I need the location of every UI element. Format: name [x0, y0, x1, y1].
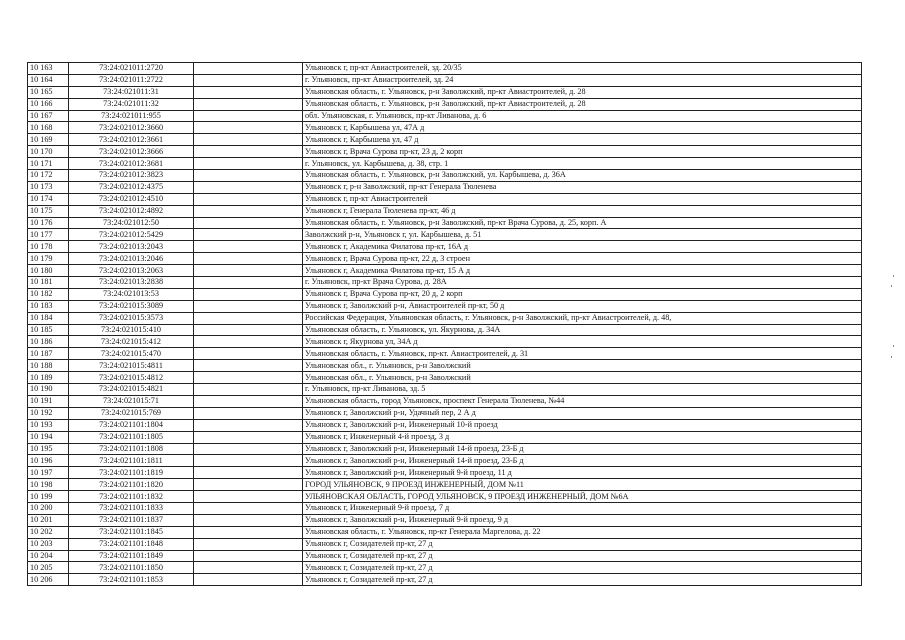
empty-cell: [194, 384, 303, 396]
table-row: [28, 74, 862, 86]
address-cell: Ульяновск г, Заволжский р-н, Инженерный 9-й проезд, 9 д: [303, 514, 862, 526]
table-row: [28, 502, 862, 514]
cadastral-number: 73:24:021012:50: [69, 217, 194, 229]
empty-cell: [194, 502, 303, 514]
empty-cell: [194, 122, 303, 134]
empty-cell: [194, 574, 303, 586]
address-cell: Российская Федерация, Ульяновская область, г. Ульяновск, р-н Заволжский, пр-кт Авиастроителей, д. 48,: [303, 312, 862, 324]
scan-mark: [893, 275, 894, 277]
empty-cell: [194, 217, 303, 229]
cadastral-number: 73:24:021012:3660: [69, 122, 194, 134]
address-cell: г. Ульяновск, ул. Карбышева, д. 38, стр. 1: [303, 158, 862, 170]
cadastral-number: 73:24:021101:1805: [69, 431, 194, 443]
address-cell: Ульяновск г, Инженерный 9-й проезд, 7 д: [303, 502, 862, 514]
cadastral-number: 73:24:021015:769: [69, 407, 194, 419]
cadastral-number: 73:24:021101:1819: [69, 467, 194, 479]
cadastral-number: 73:24:021011:2722: [69, 74, 194, 86]
empty-cell: [194, 312, 303, 324]
cadastral-table: [27, 62, 862, 586]
table-body: [28, 63, 862, 586]
empty-cell: [194, 562, 303, 574]
row-number: 10 184: [28, 312, 69, 324]
address-cell: Ульяновск г, Созидателей пр-кт, 27 д: [303, 538, 862, 550]
empty-cell: [194, 407, 303, 419]
address-cell: Ульяновская область, г. Ульяновск, ул. Якурнова, д. 34А: [303, 324, 862, 336]
cadastral-number: 73:24:021012:4375: [69, 181, 194, 193]
table-row: [28, 348, 862, 360]
cadastral-number: 73:24:021011:31: [69, 86, 194, 98]
row-number: 10 170: [28, 146, 69, 158]
address-cell: Ульяновская область, г. Ульяновск, пр-кт. Авиастроителей, д. 31: [303, 348, 862, 360]
cadastral-number: 73:24:021101:1837: [69, 514, 194, 526]
row-number: 10 190: [28, 384, 69, 396]
empty-cell: [194, 74, 303, 86]
row-number: 10 164: [28, 74, 69, 86]
table-row: [28, 110, 862, 122]
table-row: [28, 181, 862, 193]
empty-cell: [194, 455, 303, 467]
cadastral-number: 73:24:021011:955: [69, 110, 194, 122]
cadastral-number: 73:24:021101:1808: [69, 443, 194, 455]
empty-cell: [194, 253, 303, 265]
cadastral-number: 73:24:021012:3681: [69, 158, 194, 170]
row-number: 10 183: [28, 300, 69, 312]
table-row: [28, 277, 862, 289]
cadastral-number: 73:24:021101:1820: [69, 479, 194, 491]
cadastral-number: 73:24:021015:470: [69, 348, 194, 360]
cadastral-number: 73:24:021015:71: [69, 395, 194, 407]
cadastral-number: 73:24:021101:1849: [69, 550, 194, 562]
empty-cell: [194, 98, 303, 110]
address-cell: Ульяновск г, Заволжский р-н, Инженерный 14-й проезд, 23-Б д: [303, 455, 862, 467]
row-number: 10 195: [28, 443, 69, 455]
table-row: [28, 360, 862, 372]
table-row: [28, 431, 862, 443]
row-number: 10 197: [28, 467, 69, 479]
table-row: [28, 300, 862, 312]
address-cell: обл. Ульяновская, г. Ульяновск, пр-кт Ливанова, д. 6: [303, 110, 862, 122]
row-number: 10 186: [28, 336, 69, 348]
row-number: 10 173: [28, 181, 69, 193]
empty-cell: [194, 265, 303, 277]
table-row: [28, 170, 862, 182]
cadastral-number: 73:24:021013:2063: [69, 265, 194, 277]
row-number: 10 175: [28, 205, 69, 217]
empty-cell: [194, 110, 303, 122]
address-cell: Ульяновск г, Заволжский р-н, Инженерный 14-й проезд, 23-Б д: [303, 443, 862, 455]
cadastral-number: 73:24:021011:2720: [69, 63, 194, 75]
empty-cell: [194, 288, 303, 300]
empty-cell: [194, 491, 303, 503]
address-cell: Ульяновск г, Созидателей пр-кт, 27 д: [303, 550, 862, 562]
address-cell: Ульяновск г, Врача Сурова пр-кт, 20 д, 2 корп: [303, 288, 862, 300]
address-cell: Ульяновск г, Академика Филатова пр-кт, 15 А д: [303, 265, 862, 277]
empty-cell: [194, 170, 303, 182]
table-row: [28, 419, 862, 431]
cadastral-number: 73:24:021013:2043: [69, 241, 194, 253]
cadastral-number: 73:24:021013:2046: [69, 253, 194, 265]
cadastral-number: 73:24:021101:1853: [69, 574, 194, 586]
empty-cell: [194, 134, 303, 146]
empty-cell: [194, 193, 303, 205]
address-cell: Ульяновск г, Карбышева ул, 47 д: [303, 134, 862, 146]
row-number: 10 203: [28, 538, 69, 550]
row-number: 10 204: [28, 550, 69, 562]
table-row: [28, 395, 862, 407]
address-cell: Ульяновск г, Заволжский р-н, Удачный пер, 2 А д: [303, 407, 862, 419]
row-number: 10 189: [28, 372, 69, 384]
empty-cell: [194, 443, 303, 455]
table-row: [28, 134, 862, 146]
address-cell: Ульяновская область, г. Ульяновск, р-н Заволжский, пр-кт Авиастроителей, д. 28: [303, 98, 862, 110]
empty-cell: [194, 324, 303, 336]
cadastral-number: 73:24:021101:1850: [69, 562, 194, 574]
address-cell: Ульяновская область, г. Ульяновск, р-н Заволжский, пр-кт Авиастроителей, д. 28: [303, 86, 862, 98]
table-row: [28, 86, 862, 98]
empty-cell: [194, 431, 303, 443]
empty-cell: [194, 86, 303, 98]
cadastral-number: 73:24:021101:1832: [69, 491, 194, 503]
row-number: 10 188: [28, 360, 69, 372]
row-number: 10 172: [28, 170, 69, 182]
cadastral-number: 73:24:021012:5429: [69, 229, 194, 241]
scan-mark: [891, 285, 892, 287]
row-number: 10 163: [28, 63, 69, 75]
address-cell: Ульяновск г, Генерала Тюленева пр-кт, 46 д: [303, 205, 862, 217]
row-number: 10 191: [28, 395, 69, 407]
empty-cell: [194, 538, 303, 550]
row-number: 10 174: [28, 193, 69, 205]
cadastral-number: 73:24:021015:412: [69, 336, 194, 348]
table-row: [28, 98, 862, 110]
empty-cell: [194, 205, 303, 217]
row-number: 10 171: [28, 158, 69, 170]
empty-cell: [194, 372, 303, 384]
table-row: [28, 384, 862, 396]
empty-cell: [194, 229, 303, 241]
address-cell: Заволжский р-н, Ульяновск г, ул. Карбышева, д. 51: [303, 229, 862, 241]
empty-cell: [194, 181, 303, 193]
table-row: [28, 63, 862, 75]
row-number: 10 165: [28, 86, 69, 98]
row-number: 10 196: [28, 455, 69, 467]
cadastral-number: 73:24:021101:1833: [69, 502, 194, 514]
scan-mark: [893, 345, 894, 347]
row-number: 10 177: [28, 229, 69, 241]
address-cell: УЛЬЯНОВСКАЯ ОБЛАСТЬ, ГОРОД УЛЬЯНОВСК, 9 ПРОЕЗД ИНЖЕНЕРНЫЙ, ДОМ №6А: [303, 491, 862, 503]
empty-cell: [194, 336, 303, 348]
row-number: 10 199: [28, 491, 69, 503]
address-cell: Ульяновск г, Врача Сурова пр-кт, 23 д, 2 корп: [303, 146, 862, 158]
address-cell: Ульяновск г, Заволжский р-н, Инженерный 10-й проезд: [303, 419, 862, 431]
address-cell: Ульяновская область, г. Ульяновск, р-н Заволжский, пр-кт Врача Сурова, д. 25, корп. А: [303, 217, 862, 229]
row-number: 10 178: [28, 241, 69, 253]
table-row: [28, 193, 862, 205]
empty-cell: [194, 467, 303, 479]
empty-cell: [194, 360, 303, 372]
empty-cell: [194, 277, 303, 289]
table-row: [28, 407, 862, 419]
empty-cell: [194, 146, 303, 158]
empty-cell: [194, 158, 303, 170]
empty-cell: [194, 241, 303, 253]
cadastral-number: 73:24:021015:410: [69, 324, 194, 336]
row-number: 10 180: [28, 265, 69, 277]
table-row: [28, 122, 862, 134]
row-number: 10 206: [28, 574, 69, 586]
empty-cell: [194, 526, 303, 538]
address-cell: Ульяновская область, г. Ульяновск, р-н Заволжский, ул. Карбышева, д. 36А: [303, 170, 862, 182]
address-cell: г. Ульяновск, пр-кт Ливанова, зд. 5: [303, 384, 862, 396]
cadastral-number: 73:24:021101:1848: [69, 538, 194, 550]
cadastral-number: 73:24:021013:2838: [69, 277, 194, 289]
address-cell: Ульяновск г, Заволжский р-н, Авиастроителей пр-кт, 50 д: [303, 300, 862, 312]
table-row: [28, 467, 862, 479]
table-row: [28, 514, 862, 526]
table-row: [28, 158, 862, 170]
empty-cell: [194, 348, 303, 360]
table-row: [28, 241, 862, 253]
cadastral-number: 73:24:021101:1845: [69, 526, 194, 538]
cadastral-number: 73:24:021015:3573: [69, 312, 194, 324]
address-cell: Ульяновская область, г. Ульяновск, пр-кт Генерала Маргелова, д. 22: [303, 526, 862, 538]
cadastral-number: 73:24:021015:4812: [69, 372, 194, 384]
table-row: [28, 205, 862, 217]
row-number: 10 202: [28, 526, 69, 538]
empty-cell: [194, 514, 303, 526]
address-cell: Ульяновская область, город Ульяновск, проспект Генерала Тюленева, №44: [303, 395, 862, 407]
scan-mark: [891, 356, 892, 358]
table-row: [28, 146, 862, 158]
table-row: [28, 372, 862, 384]
row-number: 10 198: [28, 479, 69, 491]
cadastral-number: 73:24:021012:3661: [69, 134, 194, 146]
row-number: 10 187: [28, 348, 69, 360]
address-cell: ГОРОД УЛЬЯНОВСК, 9 ПРОЕЗД ИНЖЕНЕРНЫЙ, ДОМ №11: [303, 479, 862, 491]
table-row: [28, 491, 862, 503]
address-cell: Ульяновск г, пр-кт Авиастроителей: [303, 193, 862, 205]
table-row: [28, 324, 862, 336]
table-row: [28, 538, 862, 550]
address-cell: Ульяновск г, Якурнова ул, 34А д: [303, 336, 862, 348]
cadastral-number: 73:24:021012:4510: [69, 193, 194, 205]
table-row: [28, 253, 862, 265]
cadastral-number: 73:24:021013:53: [69, 288, 194, 300]
cadastral-number: 73:24:021015:4821: [69, 384, 194, 396]
address-cell: Ульяновск г, Созидателей пр-кт, 27 д: [303, 574, 862, 586]
table-row: [28, 443, 862, 455]
table-row: [28, 288, 862, 300]
row-number: 10 194: [28, 431, 69, 443]
address-cell: Ульяновск г, Заволжский р-н, Инженерный 9-й проезд, 11 д: [303, 467, 862, 479]
table-row: [28, 265, 862, 277]
table-row: [28, 455, 862, 467]
cadastral-number: 73:24:021012:3823: [69, 170, 194, 182]
empty-cell: [194, 550, 303, 562]
table-row: [28, 229, 862, 241]
row-number: 10 167: [28, 110, 69, 122]
cadastral-number: 73:24:021015:4811: [69, 360, 194, 372]
row-number: 10 193: [28, 419, 69, 431]
empty-cell: [194, 419, 303, 431]
row-number: 10 176: [28, 217, 69, 229]
table-row: [28, 574, 862, 586]
address-cell: Ульяновск г, пр-кт Авиастроителей, зд. 20/35: [303, 63, 862, 75]
address-cell: Ульяновск г, Созидателей пр-кт, 27 д: [303, 562, 862, 574]
row-number: 10 166: [28, 98, 69, 110]
address-cell: Ульяновск г, Врача Сурова пр-кт, 22 д, 3 строен: [303, 253, 862, 265]
row-number: 10 182: [28, 288, 69, 300]
empty-cell: [194, 479, 303, 491]
address-cell: Ульяновск г, Академика Филатова пр-кт, 16А д: [303, 241, 862, 253]
address-cell: Ульяновск г, Карбышева ул, 47А д: [303, 122, 862, 134]
row-number: 10 179: [28, 253, 69, 265]
row-number: 10 201: [28, 514, 69, 526]
cadastral-number: 73:24:021012:3666: [69, 146, 194, 158]
address-cell: Ульяновск г, Инженерный 4-й проезд, 3 д: [303, 431, 862, 443]
table-row: [28, 336, 862, 348]
row-number: 10 185: [28, 324, 69, 336]
cadastral-number: 73:24:021015:3089: [69, 300, 194, 312]
cadastral-number: 73:24:021012:4892: [69, 205, 194, 217]
address-cell: Ульяновск г, р-н Заволжский, пр-кт Генерала Тюленева: [303, 181, 862, 193]
row-number: 10 205: [28, 562, 69, 574]
empty-cell: [194, 300, 303, 312]
table-row: [28, 526, 862, 538]
address-cell: Ульяновская обл., г. Ульяновск, р-н Заволжский: [303, 372, 862, 384]
table-row: [28, 550, 862, 562]
row-number: 10 168: [28, 122, 69, 134]
address-cell: г. Ульяновск, пр-кт Авиастроителей, зд. 24: [303, 74, 862, 86]
table-row: [28, 217, 862, 229]
table-row: [28, 479, 862, 491]
row-number: 10 200: [28, 502, 69, 514]
address-cell: Ульяновская обл., г. Ульяновск, р-н Заволжский: [303, 360, 862, 372]
row-number: 10 192: [28, 407, 69, 419]
cadastral-number: 73:24:021101:1804: [69, 419, 194, 431]
table-row: [28, 312, 862, 324]
cadastral-number: 73:24:021101:1811: [69, 455, 194, 467]
empty-cell: [194, 63, 303, 75]
empty-cell: [194, 395, 303, 407]
row-number: 10 181: [28, 277, 69, 289]
table-row: [28, 562, 862, 574]
row-number: 10 169: [28, 134, 69, 146]
cadastral-number: 73:24:021011:32: [69, 98, 194, 110]
address-cell: г. Ульяновск, пр-кт Врача Сурова, д. 28А: [303, 277, 862, 289]
